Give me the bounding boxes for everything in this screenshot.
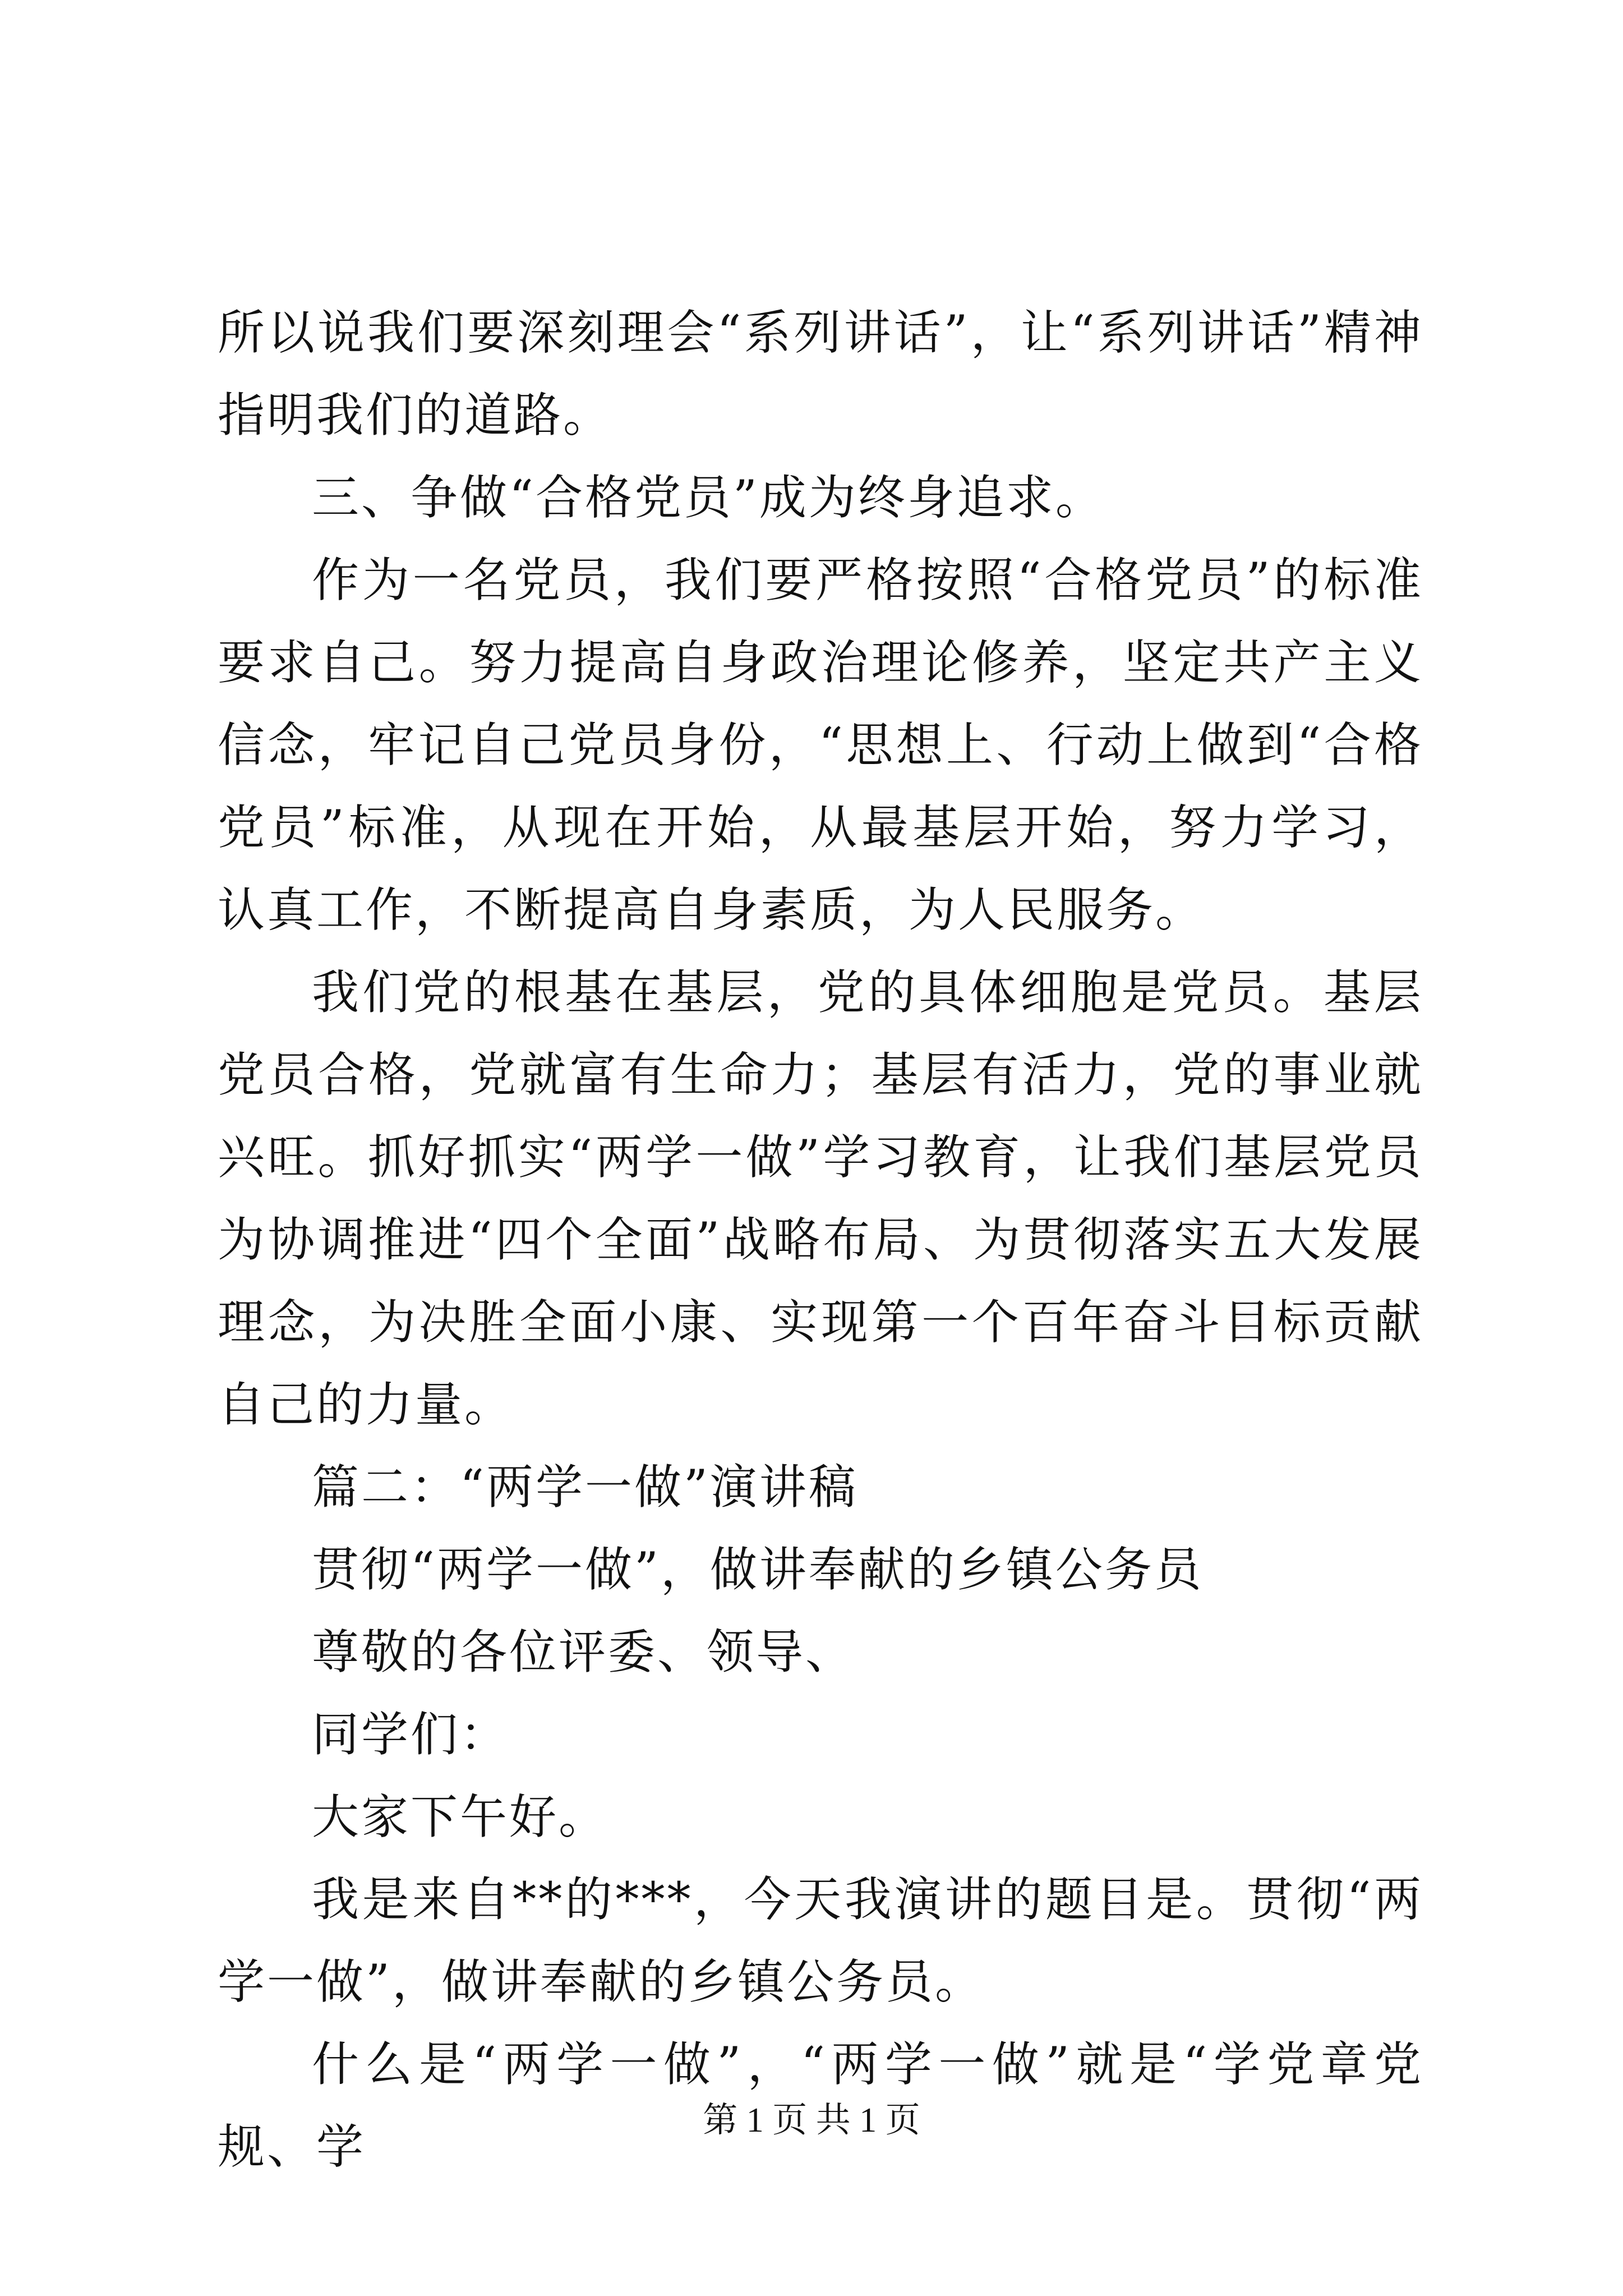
- paragraph-2: 三、争做“合格党员”成为终身追求。: [312, 470, 1105, 525]
- paragraph-11: 什么是“两学一做”，“两学一做”就是“学党章党规、学: [218, 2037, 1423, 2174]
- page-footer: 第 1 页 共 1 页: [703, 2101, 920, 2139]
- paragraph-8: 同学们：: [312, 1707, 510, 1762]
- document-body: [218, 292, 1423, 2188]
- paragraph-3: 作为一名党员，我们要严格按照“合格党员”的标准要求自己。努力提高自身政治理论修养，坚定共产主义信念，牢记自己党员身份，“思想上、行动上做到“合格党员”标准，从现在开始，从最基层开始，努力学习，认真工作，不断提高自身素质，为人民服务。: [218, 553, 1423, 937]
- paragraph-9: 大家下午好。: [312, 1789, 608, 1844]
- paragraph-5: 篇二：“两学一做”演讲稿: [312, 1460, 858, 1515]
- paragraph-4: 我们党的根基在基层，党的具体细胞是党员。基层党员合格，党就富有生命力；基层有活力，党的事业就兴旺。抓好抓实“两学一做”学习教育，让我们基层党员为协调推进“四个全面”战略布局、为贯彻落实五大发展理念，为决胜全面小康、实现第一个百年奋斗目标贡献自己的力量。: [218, 965, 1423, 1432]
- paragraph-1: 所以说我们要深刻理会“系列讲话”，让“系列讲话”精神指明我们的道路。: [218, 305, 1423, 443]
- paragraph-7: 尊敬的各位评委、领导、: [312, 1625, 855, 1680]
- paragraph-10: 我是来自**的***，今天我演讲的题目是。贯彻“两学一做”，做讲奉献的乡镇公务员。: [218, 1872, 1423, 2009]
- paragraph-6: 贯彻“两学一做”，做讲奉献的乡镇公务员: [312, 1542, 1204, 1597]
